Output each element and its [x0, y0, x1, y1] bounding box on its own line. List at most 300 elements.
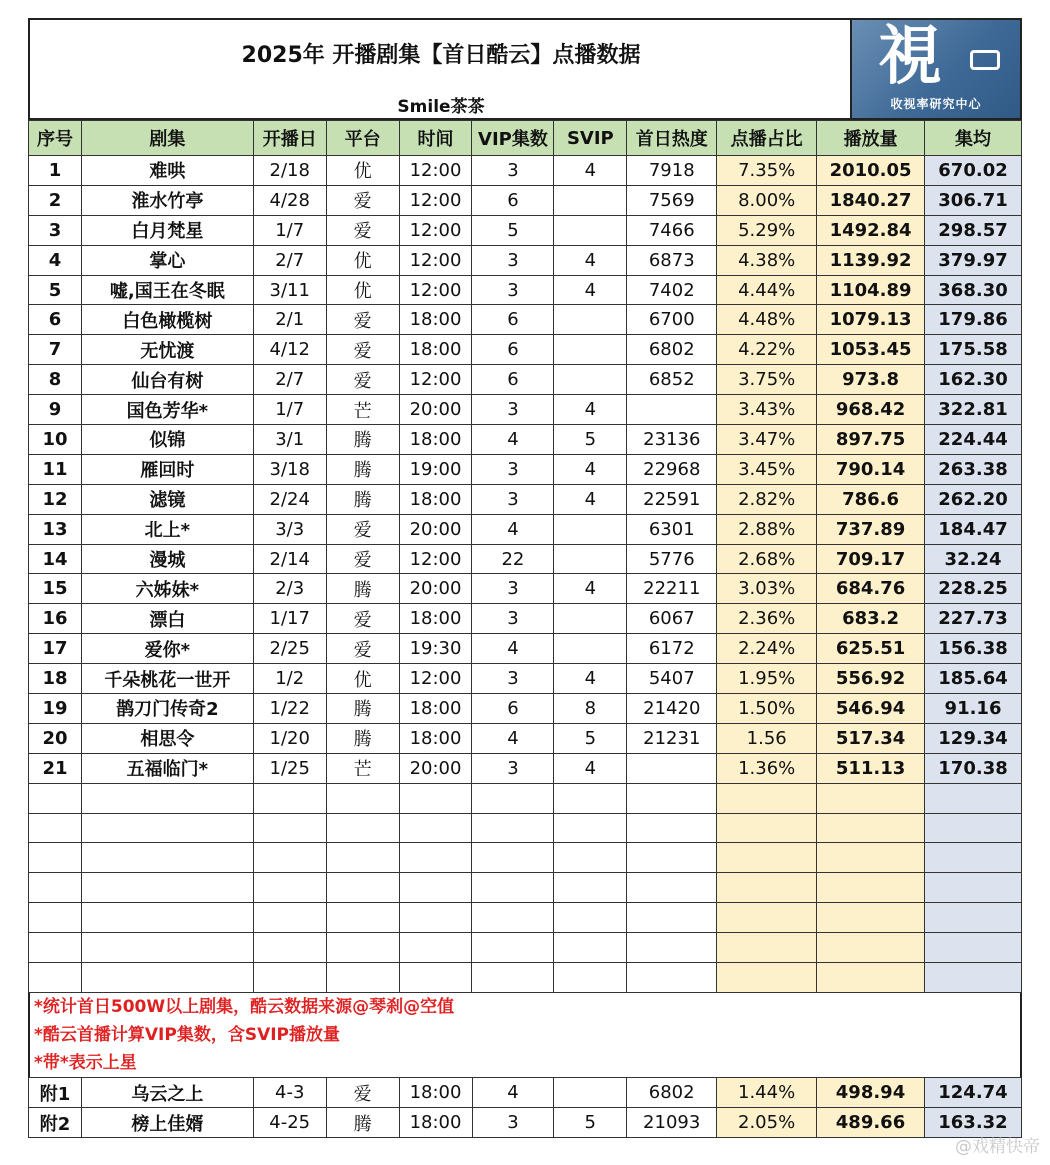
table-row: [29, 903, 1022, 933]
play-count-cell: [817, 843, 925, 873]
per-episode-avg-cell: 263.38: [925, 454, 1022, 484]
first-day-heat-cell: 23136: [627, 425, 717, 455]
series-name-cell: 国色芳华*: [81, 395, 253, 425]
per-episode-avg-cell: 228.25: [925, 574, 1022, 604]
column-header-ondemand-share: 点播占比: [717, 121, 817, 156]
play-count-cell: 1840.27: [817, 185, 925, 215]
table-row: [29, 694, 1022, 724]
row-number-cell: 14: [29, 544, 82, 574]
platform-cell: 优: [326, 156, 399, 186]
first-day-heat-cell: [627, 813, 717, 843]
vip-episodes-cell: 4: [472, 1078, 554, 1108]
series-name-cell: 掌心: [81, 245, 253, 275]
play-count-cell: 625.51: [817, 634, 925, 664]
table-row: [29, 395, 1022, 425]
ondemand-share-cell: 5.29%: [717, 215, 817, 245]
premiere-date-cell: [253, 903, 326, 933]
table-row: [29, 156, 1022, 186]
vip-episodes-cell: 3: [472, 574, 554, 604]
svip-episodes-cell: [554, 604, 627, 634]
air-time-cell: 19:00: [399, 454, 472, 484]
per-episode-avg-cell: 670.02: [925, 156, 1022, 186]
platform-cell: 优: [326, 664, 399, 694]
platform-cell: 腾: [326, 454, 399, 484]
premiere-date-cell: 2/18: [253, 156, 326, 186]
first-day-heat-cell: 21093: [627, 1108, 717, 1138]
svip-episodes-cell: 5: [554, 1108, 627, 1138]
svip-episodes-cell: 4: [554, 275, 627, 305]
svip-episodes-cell: [554, 873, 627, 903]
ondemand-share-cell: [717, 963, 817, 993]
ondemand-share-cell: 2.88%: [717, 514, 817, 544]
row-number-cell: 附2: [29, 1108, 82, 1138]
footnote-2: *酷云首播计算VIP集数，含SVIP播放量: [34, 1025, 341, 1045]
premiere-date-cell: [253, 963, 326, 993]
row-number-cell: [29, 933, 82, 963]
per-episode-avg-cell: 227.73: [925, 604, 1022, 634]
svip-episodes-cell: [554, 335, 627, 365]
vip-episodes-cell: 4: [472, 723, 554, 753]
ondemand-share-cell: 4.44%: [717, 275, 817, 305]
per-episode-avg-cell: 129.34: [925, 723, 1022, 753]
series-name-cell: 白色橄榄树: [81, 305, 253, 335]
platform-cell: 腾: [326, 694, 399, 724]
play-count-cell: [817, 903, 925, 933]
table-row: [29, 634, 1022, 664]
title-block: [28, 18, 850, 120]
row-number-cell: 4: [29, 245, 82, 275]
column-header-svip-episodes: SVIP: [554, 121, 627, 156]
play-count-cell: 1139.92: [817, 245, 925, 275]
svip-episodes-cell: [554, 215, 627, 245]
svip-episodes-cell: 4: [554, 395, 627, 425]
vip-episodes-cell: 4: [472, 425, 554, 455]
ondemand-share-cell: 2.36%: [717, 604, 817, 634]
row-number-cell: 7: [29, 335, 82, 365]
ondemand-share-cell: 1.50%: [717, 694, 817, 724]
table-row: [29, 813, 1022, 843]
play-count-cell: [817, 933, 925, 963]
first-day-heat-cell: 22591: [627, 484, 717, 514]
table-row: [29, 664, 1022, 694]
per-episode-avg-cell: 32.24: [925, 544, 1022, 574]
first-day-heat-cell: 6802: [627, 1078, 717, 1108]
series-name-cell: [81, 813, 253, 843]
row-number-cell: 12: [29, 484, 82, 514]
premiere-date-cell: 2/7: [253, 245, 326, 275]
premiere-date-cell: 2/1: [253, 305, 326, 335]
first-day-heat-cell: 7569: [627, 185, 717, 215]
premiere-date-cell: 4-25: [253, 1108, 326, 1138]
platform-cell: [326, 783, 399, 813]
platform-cell: 腾: [326, 723, 399, 753]
ondemand-share-cell: [717, 843, 817, 873]
svip-episodes-cell: [554, 544, 627, 574]
premiere-date-cell: 1/7: [253, 215, 326, 245]
air-time-cell: 12:00: [399, 245, 472, 275]
svip-episodes-cell: [554, 1078, 627, 1108]
first-day-heat-cell: [627, 843, 717, 873]
first-day-heat-cell: 6700: [627, 305, 717, 335]
ondemand-share-cell: 8.00%: [717, 185, 817, 215]
per-episode-avg-cell: 91.16: [925, 694, 1022, 724]
platform-cell: 爱: [326, 544, 399, 574]
play-count-cell: 973.8: [817, 365, 925, 395]
row-number-cell: 10: [29, 425, 82, 455]
row-number-cell: [29, 813, 82, 843]
per-episode-avg-cell: 184.47: [925, 514, 1022, 544]
ondemand-share-cell: 3.47%: [717, 425, 817, 455]
row-number-cell: [29, 873, 82, 903]
per-episode-avg-cell: [925, 963, 1022, 993]
first-day-heat-cell: 7918: [627, 156, 717, 186]
vip-episodes-cell: [472, 783, 554, 813]
svip-episodes-cell: [554, 933, 627, 963]
column-header-per-episode-avg: 集均: [925, 121, 1022, 156]
per-episode-avg-cell: 306.71: [925, 185, 1022, 215]
air-time-cell: [399, 873, 472, 903]
svip-episodes-cell: [554, 365, 627, 395]
ondemand-share-cell: 1.44%: [717, 1078, 817, 1108]
row-number-cell: [29, 903, 82, 933]
platform-cell: 芒: [326, 753, 399, 783]
series-name-cell: 千朵桃花一世开: [81, 664, 253, 694]
play-count-cell: 556.92: [817, 664, 925, 694]
platform-cell: [326, 843, 399, 873]
page-subtitle: Smile茶茶: [397, 97, 485, 117]
row-number-cell: 2: [29, 185, 82, 215]
premiere-date-cell: 2/14: [253, 544, 326, 574]
row-number-cell: 附1: [29, 1078, 82, 1108]
play-count-cell: 1104.89: [817, 275, 925, 305]
series-name-cell: 鹊刀门传奇2: [81, 694, 253, 724]
play-count-cell: [817, 813, 925, 843]
first-day-heat-cell: [627, 933, 717, 963]
series-name-cell: [81, 843, 253, 873]
per-episode-avg-cell: [925, 903, 1022, 933]
svip-episodes-cell: [554, 634, 627, 664]
row-number-cell: 5: [29, 275, 82, 305]
air-time-cell: 18:00: [399, 484, 472, 514]
per-episode-avg-cell: 170.38: [925, 753, 1022, 783]
series-name-cell: 似锦: [81, 425, 253, 455]
vip-episodes-cell: 3: [472, 245, 554, 275]
row-number-cell: 20: [29, 723, 82, 753]
play-count-cell: 517.34: [817, 723, 925, 753]
footnotes: [28, 993, 1022, 1077]
series-name-cell: [81, 873, 253, 903]
first-day-heat-cell: 7466: [627, 215, 717, 245]
svip-episodes-cell: 4: [554, 574, 627, 604]
series-name-cell: 爱你*: [81, 634, 253, 664]
play-count-cell: 2010.05: [817, 156, 925, 186]
first-day-heat-cell: [627, 395, 717, 425]
appendix-table: [28, 1077, 1022, 1138]
table-row: [29, 574, 1022, 604]
air-time-cell: 18:00: [399, 1078, 472, 1108]
ondemand-share-cell: [717, 873, 817, 903]
vip-episodes-cell: [472, 873, 554, 903]
svip-episodes-cell: [554, 843, 627, 873]
air-time-cell: 18:00: [399, 694, 472, 724]
platform-cell: 爱: [326, 335, 399, 365]
air-time-cell: 12:00: [399, 275, 472, 305]
ondemand-share-cell: 3.43%: [717, 395, 817, 425]
svip-episodes-cell: [554, 305, 627, 335]
play-count-cell: [817, 873, 925, 903]
platform-cell: 腾: [326, 484, 399, 514]
platform-cell: 爱: [326, 215, 399, 245]
first-day-heat-cell: 22968: [627, 454, 717, 484]
premiere-date-cell: [253, 933, 326, 963]
platform-cell: 优: [326, 245, 399, 275]
svip-episodes-cell: [554, 963, 627, 993]
play-count-cell: 498.94: [817, 1078, 925, 1108]
table-row: [29, 275, 1022, 305]
premiere-date-cell: 2/25: [253, 634, 326, 664]
first-day-heat-cell: [627, 873, 717, 903]
first-day-heat-cell: 5407: [627, 664, 717, 694]
play-count-cell: 683.2: [817, 604, 925, 634]
play-count-cell: 968.42: [817, 395, 925, 425]
play-count-cell: 511.13: [817, 753, 925, 783]
ondemand-share-cell: [717, 933, 817, 963]
platform-cell: 爱: [326, 634, 399, 664]
series-name-cell: 雁回时: [81, 454, 253, 484]
series-name-cell: 相思令: [81, 723, 253, 753]
air-time-cell: 18:00: [399, 604, 472, 634]
premiere-date-cell: 2/3: [253, 574, 326, 604]
ondemand-share-cell: [717, 813, 817, 843]
series-name-cell: 无忧渡: [81, 335, 253, 365]
series-name-cell: 淮水竹亭: [81, 185, 253, 215]
platform-cell: 爱: [326, 185, 399, 215]
premiere-date-cell: 1/25: [253, 753, 326, 783]
platform-cell: [326, 963, 399, 993]
table-header-row: [29, 121, 1022, 156]
air-time-cell: 12:00: [399, 544, 472, 574]
table-row: [29, 753, 1022, 783]
table-row: [29, 544, 1022, 574]
per-episode-avg-cell: [925, 873, 1022, 903]
ondemand-share-cell: 4.22%: [717, 335, 817, 365]
premiere-date-cell: [253, 813, 326, 843]
table-row: [29, 245, 1022, 275]
first-day-heat-cell: 21420: [627, 694, 717, 724]
series-name-cell: 仙台有树: [81, 365, 253, 395]
premiere-date-cell: 2/24: [253, 484, 326, 514]
table-row: [29, 425, 1022, 455]
series-name-cell: 六姊妹*: [81, 574, 253, 604]
table-row: [29, 873, 1022, 903]
vip-episodes-cell: 3: [472, 395, 554, 425]
row-number-cell: 9: [29, 395, 82, 425]
column-header-play-count: 播放量: [817, 121, 925, 156]
vip-episodes-cell: 5: [472, 215, 554, 245]
svip-episodes-cell: 4: [554, 156, 627, 186]
vip-episodes-cell: 6: [472, 694, 554, 724]
series-name-cell: 难哄: [81, 156, 253, 186]
table-row: [29, 335, 1022, 365]
play-count-cell: 1492.84: [817, 215, 925, 245]
vip-episodes-cell: 3: [472, 664, 554, 694]
per-episode-avg-cell: 179.86: [925, 305, 1022, 335]
ondemand-share-cell: 1.95%: [717, 664, 817, 694]
ondemand-share-cell: [717, 903, 817, 933]
per-episode-avg-cell: 322.81: [925, 395, 1022, 425]
vip-episodes-cell: 3: [472, 753, 554, 783]
ondemand-share-cell: 4.38%: [717, 245, 817, 275]
air-time-cell: 12:00: [399, 365, 472, 395]
svip-episodes-cell: [554, 903, 627, 933]
air-time-cell: [399, 783, 472, 813]
table-row: [29, 604, 1022, 634]
per-episode-avg-cell: [925, 843, 1022, 873]
play-count-cell: 709.17: [817, 544, 925, 574]
table-row: [29, 843, 1022, 873]
first-day-heat-cell: [627, 963, 717, 993]
first-day-heat-cell: 7402: [627, 275, 717, 305]
air-time-cell: 20:00: [399, 395, 472, 425]
column-header-platform: 平台: [326, 121, 399, 156]
vip-episodes-cell: [472, 963, 554, 993]
svip-episodes-cell: [554, 514, 627, 544]
series-name-cell: [81, 783, 253, 813]
platform-cell: 腾: [326, 1108, 399, 1138]
ondemand-share-cell: [717, 783, 817, 813]
play-count-cell: [817, 783, 925, 813]
vip-episodes-cell: 6: [472, 365, 554, 395]
watermark: @戏精快帝: [955, 1137, 1040, 1157]
air-time-cell: 18:00: [399, 335, 472, 365]
svip-episodes-cell: 4: [554, 484, 627, 514]
play-count-cell: [817, 963, 925, 993]
per-episode-avg-cell: 379.97: [925, 245, 1022, 275]
table-row: [29, 723, 1022, 753]
first-day-heat-cell: 6873: [627, 245, 717, 275]
platform-cell: 芒: [326, 395, 399, 425]
ondemand-share-cell: 7.35%: [717, 156, 817, 186]
row-number-cell: [29, 783, 82, 813]
svip-episodes-cell: 8: [554, 694, 627, 724]
premiere-date-cell: [253, 783, 326, 813]
row-number-cell: [29, 843, 82, 873]
row-number-cell: 21: [29, 753, 82, 783]
logo-caption: 收视率研究中心: [890, 97, 982, 111]
series-name-cell: 白月梵星: [81, 215, 253, 245]
air-time-cell: 18:00: [399, 305, 472, 335]
first-day-heat-cell: 21231: [627, 723, 717, 753]
play-count-cell: 546.94: [817, 694, 925, 724]
premiere-date-cell: [253, 843, 326, 873]
play-count-cell: 897.75: [817, 425, 925, 455]
table-row: [29, 963, 1022, 993]
premiere-date-cell: 1/2: [253, 664, 326, 694]
air-time-cell: 12:00: [399, 185, 472, 215]
ondemand-share-cell: 1.36%: [717, 753, 817, 783]
table-row: [29, 185, 1022, 215]
table-row: [29, 454, 1022, 484]
row-number-cell: 16: [29, 604, 82, 634]
series-name-cell: 滤镜: [81, 484, 253, 514]
vip-episodes-cell: 6: [472, 185, 554, 215]
air-time-cell: [399, 933, 472, 963]
premiere-date-cell: 4-3: [253, 1078, 326, 1108]
air-time-cell: 12:00: [399, 664, 472, 694]
air-time-cell: 20:00: [399, 514, 472, 544]
row-number-cell: 8: [29, 365, 82, 395]
vip-episodes-cell: 3: [472, 275, 554, 305]
column-header-air-time: 时间: [399, 121, 472, 156]
svip-episodes-cell: 4: [554, 753, 627, 783]
series-name-cell: [81, 903, 253, 933]
column-header-row-number: 序号: [29, 121, 82, 156]
first-day-heat-cell: 5776: [627, 544, 717, 574]
first-day-heat-cell: 6172: [627, 634, 717, 664]
per-episode-avg-cell: 124.74: [924, 1078, 1021, 1108]
platform-cell: 腾: [326, 574, 399, 604]
column-header-premiere-date: 开播日: [253, 121, 326, 156]
table-row: [29, 215, 1022, 245]
air-time-cell: 20:00: [399, 574, 472, 604]
table-row: [29, 1078, 1022, 1108]
premiere-date-cell: 1/17: [253, 604, 326, 634]
air-time-cell: 20:00: [399, 753, 472, 783]
platform-cell: 腾: [326, 425, 399, 455]
air-time-cell: 19:30: [399, 634, 472, 664]
series-name-cell: 榜上佳婿: [81, 1108, 253, 1138]
premiere-date-cell: 1/22: [253, 694, 326, 724]
platform-cell: 爱: [326, 365, 399, 395]
svip-episodes-cell: 4: [554, 664, 627, 694]
first-day-heat-cell: 6802: [627, 335, 717, 365]
table-row: [29, 365, 1022, 395]
series-name-cell: [81, 933, 253, 963]
play-count-cell: 1053.45: [817, 335, 925, 365]
row-number-cell: 18: [29, 664, 82, 694]
vip-episodes-cell: 3: [472, 156, 554, 186]
ondemand-share-cell: 3.45%: [717, 454, 817, 484]
ondemand-share-cell: 3.03%: [717, 574, 817, 604]
platform-cell: 爱: [326, 1078, 399, 1108]
premiere-date-cell: 4/28: [253, 185, 326, 215]
air-time-cell: [399, 903, 472, 933]
vip-episodes-cell: [472, 813, 554, 843]
premiere-date-cell: 3/18: [253, 454, 326, 484]
platform-cell: 爱: [326, 514, 399, 544]
vip-episodes-cell: 3: [472, 454, 554, 484]
first-day-heat-cell: [627, 783, 717, 813]
first-day-heat-cell: 6301: [627, 514, 717, 544]
series-name-cell: 漂白: [81, 604, 253, 634]
vip-episodes-cell: [472, 843, 554, 873]
series-name-cell: 嘘,国王在冬眠: [81, 275, 253, 305]
row-number-cell: [29, 963, 82, 993]
per-episode-avg-cell: 163.32: [924, 1108, 1021, 1138]
row-number-cell: 13: [29, 514, 82, 544]
vip-episodes-cell: 3: [472, 1108, 554, 1138]
platform-cell: [326, 813, 399, 843]
row-number-cell: 17: [29, 634, 82, 664]
series-name-cell: 漫城: [81, 544, 253, 574]
logo: [850, 18, 1022, 120]
per-episode-avg-cell: [925, 813, 1022, 843]
air-time-cell: [399, 843, 472, 873]
ondemand-share-cell: 1.56: [717, 723, 817, 753]
svip-episodes-cell: [554, 185, 627, 215]
column-header-vip-episodes: VIP集数: [472, 121, 554, 156]
first-day-heat-cell: [627, 903, 717, 933]
